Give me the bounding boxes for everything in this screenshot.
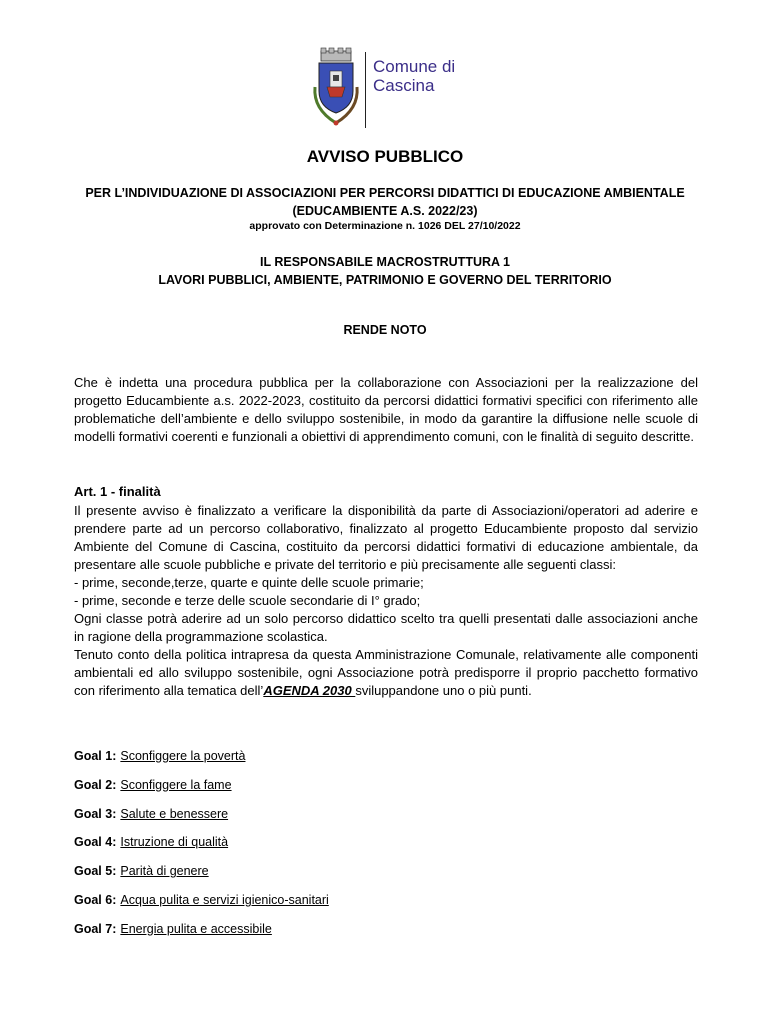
municipality-line1: Comune di — [373, 57, 456, 76]
approval-note: approvato con Determinazione n. 1026 DEL 27/10/2022 — [249, 220, 521, 232]
subtitle-line2: (EDUCAMBIENTE A.S. 2022/23) — [292, 204, 478, 218]
goal-text: Sconfiggere la povertà — [120, 749, 246, 763]
responsible-heading — [0, 253, 770, 289]
goal-text: Energia pulita e accessibile — [120, 922, 272, 936]
goal-label: Goal 6: — [74, 893, 117, 907]
goal-label: Goal 3: — [74, 807, 117, 821]
intro-paragraph: Che è indetta una procedura pubblica per la collaborazione con Associazioni per la realizzazione del progetto Educambiente a.s. 2022-2023, costituito da percorsi didattici formativi specifici con riferimento alle problematiche dell’ambiente e dello sviluppo sostenibile, in modo da garantire la diffusione nelle scuole di modelli formativi coerenti e funzionali a obiettivi di apprendimento comuni, con le finalità di seguito descritte. — [74, 375, 698, 444]
municipality-line2: Cascina — [373, 76, 435, 95]
agenda-2030-link: AGENDA 2030 — [263, 683, 356, 698]
goal-label: Goal 5: — [74, 864, 117, 878]
goal-item — [74, 863, 209, 879]
goal-item — [74, 748, 245, 764]
goal-item — [74, 892, 329, 908]
article-paragraph-3 — [74, 646, 698, 700]
document-title: AVVISO PUBBLICO — [306, 147, 464, 166]
p3-before: Tenuto conto della politica intrapresa da questa Amministrazione Comunale, relativamente alle componenti ambientali ed allo sviluppo sostenibile, ogni Associazione potrà predisporre il proprio pacchetto formativo con riferimento alla tematica dell’ — [74, 647, 698, 698]
goal-text: Acqua pulita e servizi igienico-sanitari — [120, 893, 329, 907]
article-body — [74, 502, 698, 700]
article-paragraph-2: Ogni classe potrà aderire ad un solo percorso didattico scelto tra quelli presentati dalle associazioni anche in ragione della programmazione scolastica. — [74, 611, 698, 644]
goal-text: Salute e benessere — [120, 807, 229, 821]
rende-noto-heading: RENDE NOTO — [343, 323, 427, 337]
goal-item — [74, 921, 272, 937]
goal-label: Goal 7: — [74, 922, 117, 936]
goal-label: Goal 4: — [74, 835, 117, 849]
goal-item — [74, 777, 232, 793]
responsible-line2: LAVORI PUBBLICI, AMBIENTE, PATRIMONIO E GOVERNO DEL TERRITORIO — [158, 273, 612, 287]
goal-text: Parità di genere — [120, 864, 209, 878]
header-divider — [365, 52, 366, 128]
goal-text: Istruzione di qualità — [120, 835, 229, 849]
municipality-name — [373, 57, 503, 95]
goal-item — [74, 834, 228, 850]
article-bullet-2: - prime, seconde e terze delle scuole secondarie di I° grado; — [74, 593, 421, 608]
article-heading: Art. 1 - finalità — [74, 484, 161, 499]
p3-after: sviluppandone uno o più punti. — [355, 683, 532, 698]
document-subtitle — [0, 184, 770, 220]
article-bullet-1: - prime, seconde,terze, quarte e quinte delle scuole primarie; — [74, 575, 424, 590]
coat-of-arms-logo — [309, 47, 363, 127]
goal-item — [74, 806, 228, 822]
goal-text: Sconfiggere la fame — [120, 778, 232, 792]
goal-label: Goal 2: — [74, 778, 117, 792]
article-paragraph-1: Il presente avviso è finalizzato a verificare la disponibilità da parte di Associazioni/operatori ad aderire e prendere parte ad un percorso collaborativo, finalizzato al progetto Educambiente proposto dal servizio Ambiente del Comune di Cascina, costituito da percorsi didattici formativi di educazione ambientale, da presentare alle scuole pubbliche e private del territorio e più precisamente alle seguenti classi: — [74, 503, 698, 572]
responsible-line1: IL RESPONSABILE MACROSTRUTTURA 1 — [259, 255, 510, 269]
subtitle-line1: PER L’INDIVIDUAZIONE DI ASSOCIAZIONI PER PERCORSI DIDATTICI DI EDUCAZIONE AMBIENTALE — [85, 186, 685, 200]
goal-label: Goal 1: — [74, 749, 117, 763]
